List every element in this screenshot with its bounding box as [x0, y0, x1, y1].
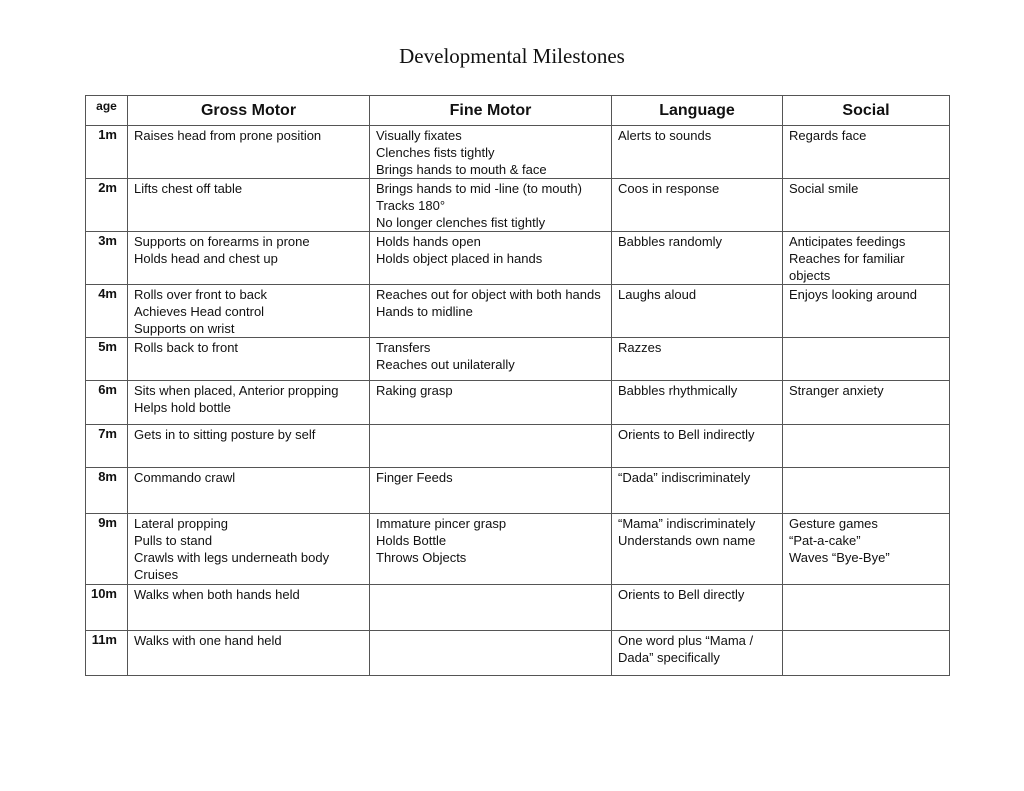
table-row: [86, 126, 950, 179]
cell-line: Commando crawl: [134, 470, 236, 485]
table-row: [86, 585, 950, 631]
fine-motor-cell: [370, 514, 612, 585]
gross-motor-cell: [128, 468, 370, 514]
language-cell: [612, 585, 783, 631]
table-row: [86, 381, 950, 425]
table-row: [86, 179, 950, 232]
cell-line: Tracks 180°: [376, 198, 446, 213]
cell-line: Holds head and chest up: [134, 251, 278, 266]
cell-line: Enjoys looking around: [789, 287, 917, 302]
language-cell: [612, 514, 783, 585]
cell-line: Helps hold bottle: [134, 400, 231, 415]
cell-line: Raises head from prone position: [134, 128, 322, 143]
cell-line: Coos in response: [618, 181, 720, 196]
gross-motor-cell: [128, 285, 370, 338]
gross-motor-cell: [128, 381, 370, 425]
cell-line: Dada” specifically: [618, 650, 720, 665]
age-cell: 5m: [86, 338, 128, 381]
social-cell: [783, 631, 950, 676]
cell-line: Orients to Bell indirectly: [618, 427, 755, 442]
social-cell: [783, 232, 950, 285]
cell-line: Rolls over front to back: [134, 287, 267, 302]
gross-motor-cell: [128, 585, 370, 631]
cell-line: Transfers: [376, 340, 431, 355]
cell-line: “Mama” indiscriminately: [618, 516, 756, 531]
cell-line: Cruises: [134, 567, 179, 582]
language-cell: [612, 232, 783, 285]
age-cell: 2m: [86, 179, 128, 232]
cell-line: Raking grasp: [376, 383, 453, 398]
social-cell: [783, 338, 950, 381]
cell-line: Stranger anxiety: [789, 383, 884, 398]
fine-motor-cell: [370, 425, 612, 468]
age-cell: 6m: [86, 381, 128, 425]
cell-line: Understands own name: [618, 533, 756, 548]
header-language: Language: [612, 96, 783, 126]
language-cell: [612, 338, 783, 381]
cell-line: Finger Feeds: [376, 470, 453, 485]
cell-line: Supports on wrist: [134, 321, 235, 336]
cell-line: Supports on forearms in prone: [134, 234, 310, 249]
language-cell: [612, 285, 783, 338]
cell-line: Holds hands open: [376, 234, 481, 249]
age-cell: 11m: [86, 631, 128, 676]
age-cell: 3m: [86, 232, 128, 285]
gross-motor-cell: [128, 514, 370, 585]
cell-line: Lateral propping: [134, 516, 228, 531]
cell-line: Reaches out unilaterally: [376, 357, 515, 372]
cell-line: Brings hands to mid -line (to mouth): [376, 181, 582, 196]
cell-line: Walks when both hands held: [134, 587, 300, 602]
language-cell: [612, 126, 783, 179]
header-row: [86, 96, 950, 126]
cell-line: Hands to midline: [376, 304, 473, 319]
language-cell: [612, 179, 783, 232]
table-row: [86, 232, 950, 285]
fine-motor-cell: [370, 126, 612, 179]
fine-motor-cell: [370, 468, 612, 514]
cell-line: Lifts chest off table: [134, 181, 243, 196]
table-row: [86, 285, 950, 338]
age-cell: 10m: [86, 585, 128, 631]
fine-motor-cell: [370, 285, 612, 338]
cell-line: Babbles randomly: [618, 234, 723, 249]
gross-motor-cell: [128, 179, 370, 232]
cell-line: Walks with one hand held: [134, 633, 282, 648]
gross-motor-cell: [128, 126, 370, 179]
header-fine-motor: Fine Motor: [370, 96, 612, 126]
cell-line: No longer clenches fist tightly: [376, 215, 546, 230]
table-row: [86, 631, 950, 676]
cell-line: Crawls with legs underneath body: [134, 550, 330, 565]
language-cell: [612, 468, 783, 514]
fine-motor-cell: [370, 232, 612, 285]
age-cell: 7m: [86, 425, 128, 468]
cell-line: Babbles rhythmically: [618, 383, 738, 398]
cell-line: Reaches for familiar: [789, 251, 905, 266]
fine-motor-cell: [370, 179, 612, 232]
social-cell: [783, 179, 950, 232]
table-row: [86, 514, 950, 585]
cell-line: Waves “Bye-Bye”: [789, 550, 890, 565]
header-gross-motor: Gross Motor: [128, 96, 370, 126]
cell-line: Pulls to stand: [134, 533, 213, 548]
cell-line: Immature pincer grasp: [376, 516, 507, 531]
table-row: [86, 338, 950, 381]
age-cell: 4m: [86, 285, 128, 338]
cell-line: objects: [789, 268, 831, 283]
cell-line: Razzes: [618, 340, 662, 355]
table-row: [86, 425, 950, 468]
gross-motor-cell: [128, 631, 370, 676]
table-row: [86, 468, 950, 514]
cell-line: Regards face: [789, 128, 867, 143]
gross-motor-cell: [128, 232, 370, 285]
cell-line: Gesture games: [789, 516, 878, 531]
cell-line: Social smile: [789, 181, 859, 196]
gross-motor-cell: [128, 338, 370, 381]
page-title: Developmental Milestones: [399, 44, 625, 68]
social-cell: [783, 468, 950, 514]
fine-motor-cell: [370, 631, 612, 676]
cell-line: Holds object placed in hands: [376, 251, 543, 266]
cell-line: Gets in to sitting posture by self: [134, 427, 316, 442]
cell-line: Orients to Bell directly: [618, 587, 745, 602]
cell-line: Throws Objects: [376, 550, 467, 565]
cell-line: Sits when placed, Anterior propping: [134, 383, 339, 398]
age-cell: 9m: [86, 514, 128, 585]
fine-motor-cell: [370, 338, 612, 381]
cell-line: Rolls back to front: [134, 340, 239, 355]
cell-line: Achieves Head control: [134, 304, 265, 319]
cell-line: “Dada” indiscriminately: [618, 470, 751, 485]
language-cell: [612, 631, 783, 676]
cell-line: Visually fixates: [376, 128, 462, 143]
cell-line: Reaches out for object with both hands: [376, 287, 601, 302]
cell-line: Anticipates feedings: [789, 234, 906, 249]
milestones-table: [85, 95, 950, 676]
fine-motor-cell: [370, 381, 612, 425]
age-cell: 1m: [86, 126, 128, 179]
header-social: Social: [783, 96, 950, 126]
social-cell: [783, 381, 950, 425]
social-cell: [783, 285, 950, 338]
cell-line: Alerts to sounds: [618, 128, 712, 143]
cell-line: One word plus “Mama /: [618, 633, 754, 648]
social-cell: [783, 425, 950, 468]
cell-line: Clenches fists tightly: [376, 145, 495, 160]
social-cell: [783, 585, 950, 631]
social-cell: [783, 126, 950, 179]
cell-line: Laughs aloud: [618, 287, 697, 302]
gross-motor-cell: [128, 425, 370, 468]
fine-motor-cell: [370, 585, 612, 631]
social-cell: [783, 514, 950, 585]
cell-line: “Pat-a-cake”: [789, 533, 861, 548]
language-cell: [612, 425, 783, 468]
cell-line: Brings hands to mouth & face: [376, 162, 547, 177]
cell-line: Holds Bottle: [376, 533, 447, 548]
header-age: age: [86, 96, 128, 126]
language-cell: [612, 381, 783, 425]
age-cell: 8m: [86, 468, 128, 514]
